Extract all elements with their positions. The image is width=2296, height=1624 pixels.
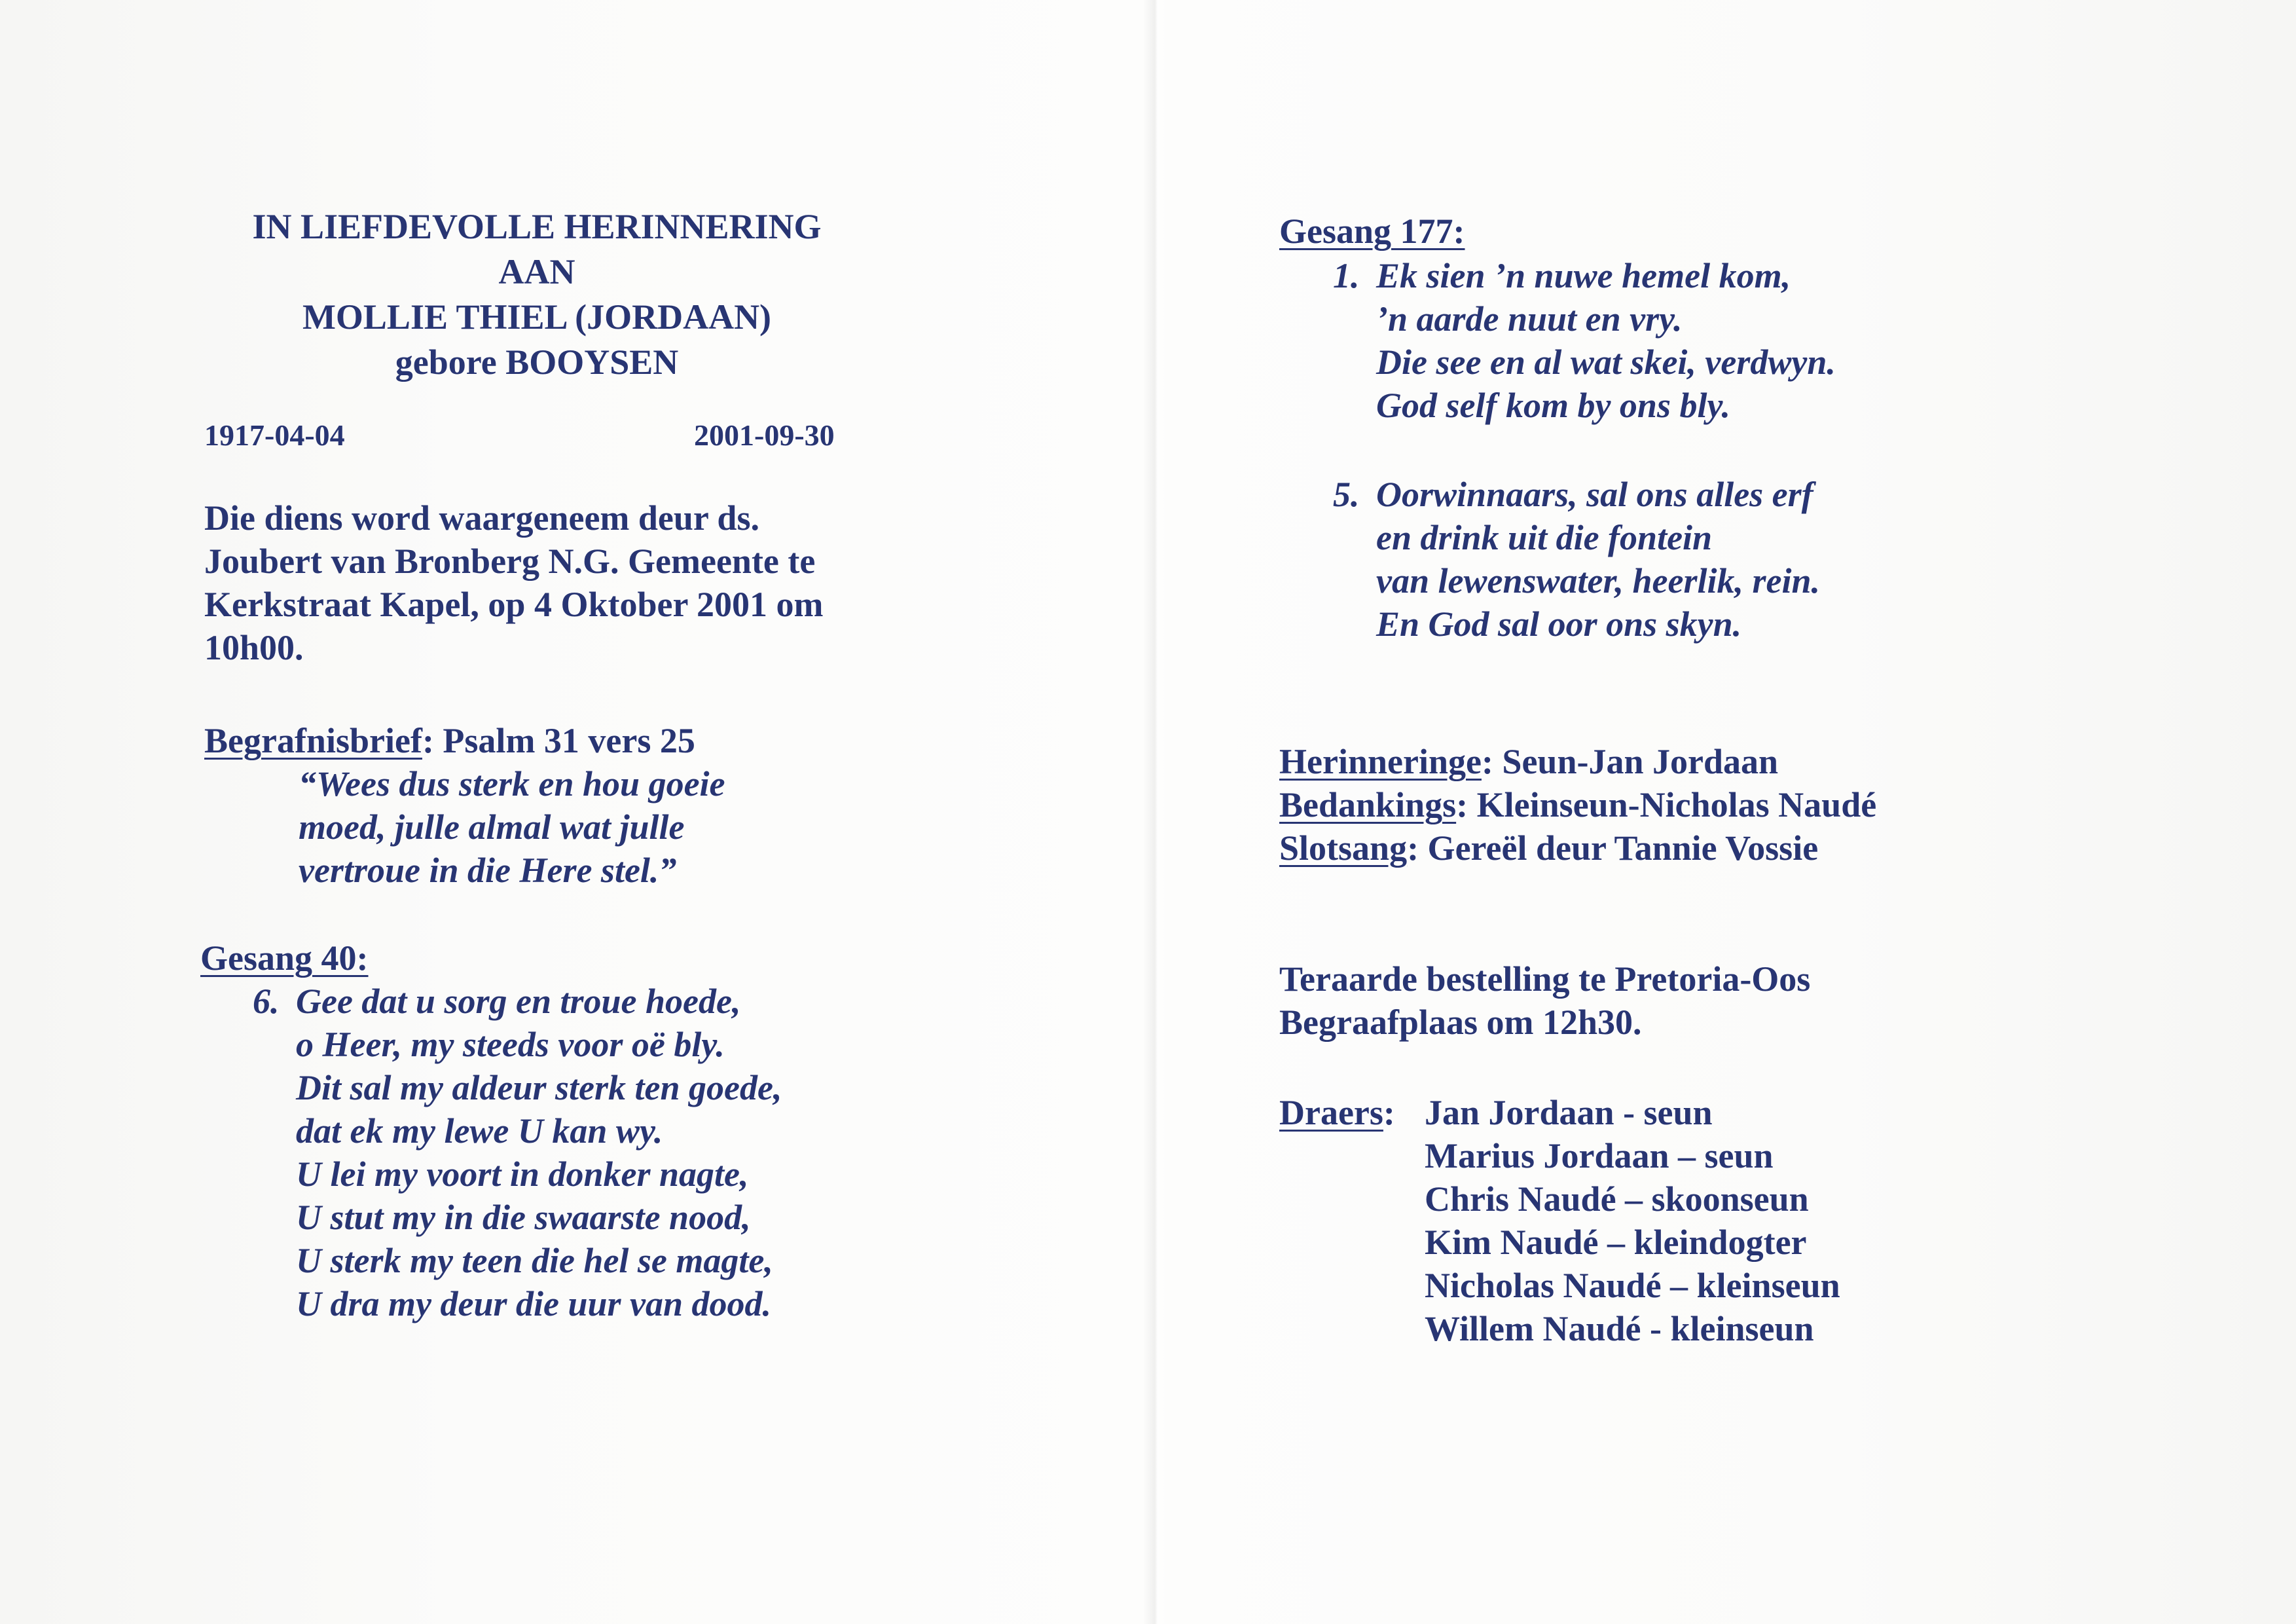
hymn-line: 5. Oorwinnaars, sal ons alles erf [1333, 473, 1820, 516]
bearer-name: Marius Jordaan – seun [1425, 1136, 1774, 1175]
service-line: Die diens word waargeneem deur ds. [204, 498, 759, 538]
service-line: Joubert van Bronberg N.G. Gemeente te [204, 542, 816, 581]
program-item: Slotsang: Gereël deur Tannie Vossie [1279, 828, 1819, 868]
verse-number: 6. [253, 982, 280, 1021]
hymn-40-verse [253, 980, 782, 1325]
bearer-name: Jan Jordaan - seun [1425, 1093, 1713, 1132]
hymn-line: ’n aarde nuut en vry. [1376, 299, 1683, 339]
bearers-label-line [1279, 1091, 1395, 1134]
hymn-line: Die see en al wat skei, verdwyn. [1376, 342, 1836, 382]
bearers-list [1425, 1091, 1840, 1350]
title-line: MOLLIE THIEL (JORDAAN) [302, 297, 772, 337]
verse-number: 1. [1333, 256, 1360, 295]
hymn-177-verse-1 [1333, 254, 1836, 427]
page-fold [1143, 0, 1169, 1624]
memorial-title [196, 204, 877, 385]
program-item: Bedankings: Kleinseun-Nicholas Naudé [1279, 785, 1877, 824]
left-page [0, 0, 1143, 1624]
hymn-line: van lewenswater, heerlik, rein. [1376, 561, 1821, 600]
hymn-line: U sterk my teen die hel se magte, [296, 1241, 773, 1280]
burial-line: Teraarde bestelling te Pretoria-Oos [1279, 959, 1811, 999]
service-line: Kerkstraat Kapel, op 4 Oktober 2001 om [204, 585, 824, 624]
title-line: IN LIEFDEVOLLE HERINNERING [252, 207, 822, 246]
title-line: AAN [498, 252, 575, 291]
hymn-line: en drink uit die fontein [1376, 518, 1713, 557]
funeral-letter-label: Begrafnisbrief [204, 721, 422, 760]
hymn-line: U lei my voort in donker nagte, [296, 1154, 749, 1194]
bearer-name: Kim Naudé – kleindogter [1425, 1223, 1807, 1262]
program-list [1279, 740, 1876, 870]
hymn-line: 1. Ek sien ’n nuwe hemel kom, [1333, 254, 1836, 297]
program-item: Herinneringe: Seun-Jan Jordaan [1279, 742, 1779, 781]
quote-line: “Wees dus sterk en hou goeie [299, 764, 725, 803]
bearers-label: Draers [1279, 1093, 1383, 1132]
hymn-line: God self kom by ons bly. [1376, 386, 1730, 425]
hymn-40-heading: Gesang 40: [200, 938, 369, 978]
bearer-name: Willem Naudé - kleinseun [1425, 1309, 1814, 1348]
hymn-line: U dra my deur die uur van dood. [296, 1284, 772, 1323]
hymn-line: En God sal oor ons skyn. [1376, 604, 1742, 644]
burial-line: Begraafplaas om 12h30. [1279, 1003, 1642, 1042]
bearer-name: Chris Naudé – skoonseun [1425, 1179, 1809, 1219]
funeral-letter-value: : Psalm 31 vers 25 [422, 721, 695, 760]
service-line: 10h00. [204, 628, 304, 667]
bearers-colon: : [1383, 1093, 1395, 1132]
hymn-line: U stut my in die swaarste nood, [296, 1198, 751, 1237]
quote-line: vertroue in die Here stel.” [299, 851, 677, 890]
title-line: gebore BOOYSEN [395, 342, 679, 382]
funeral-letter-line [204, 719, 695, 762]
burial-info [1279, 957, 1810, 1044]
hymn-177-verse-5 [1333, 473, 1820, 646]
hymn-line: dat ek my lewe U kan wy. [296, 1111, 663, 1151]
verse-number: 5. [1333, 475, 1360, 514]
hymn-177-heading: Gesang 177: [1279, 212, 1465, 251]
hymn-line: 6. Gee dat u sorg en troue hoede, [253, 980, 782, 1023]
birth-date: 1917-04-04 [204, 418, 345, 452]
right-page [1169, 0, 2296, 1624]
hymn-line: Dit sal my aldeur sterk ten goede, [296, 1068, 782, 1107]
death-date: 2001-09-30 [694, 418, 835, 452]
hymn-line: o Heer, my steeds voor oë bly. [296, 1025, 725, 1064]
service-text [204, 496, 823, 669]
quote-line: moed, julle almal wat julle [299, 807, 685, 847]
funeral-letter-quote [299, 762, 725, 892]
bearer-name: Nicholas Naudé – kleinseun [1425, 1266, 1840, 1305]
